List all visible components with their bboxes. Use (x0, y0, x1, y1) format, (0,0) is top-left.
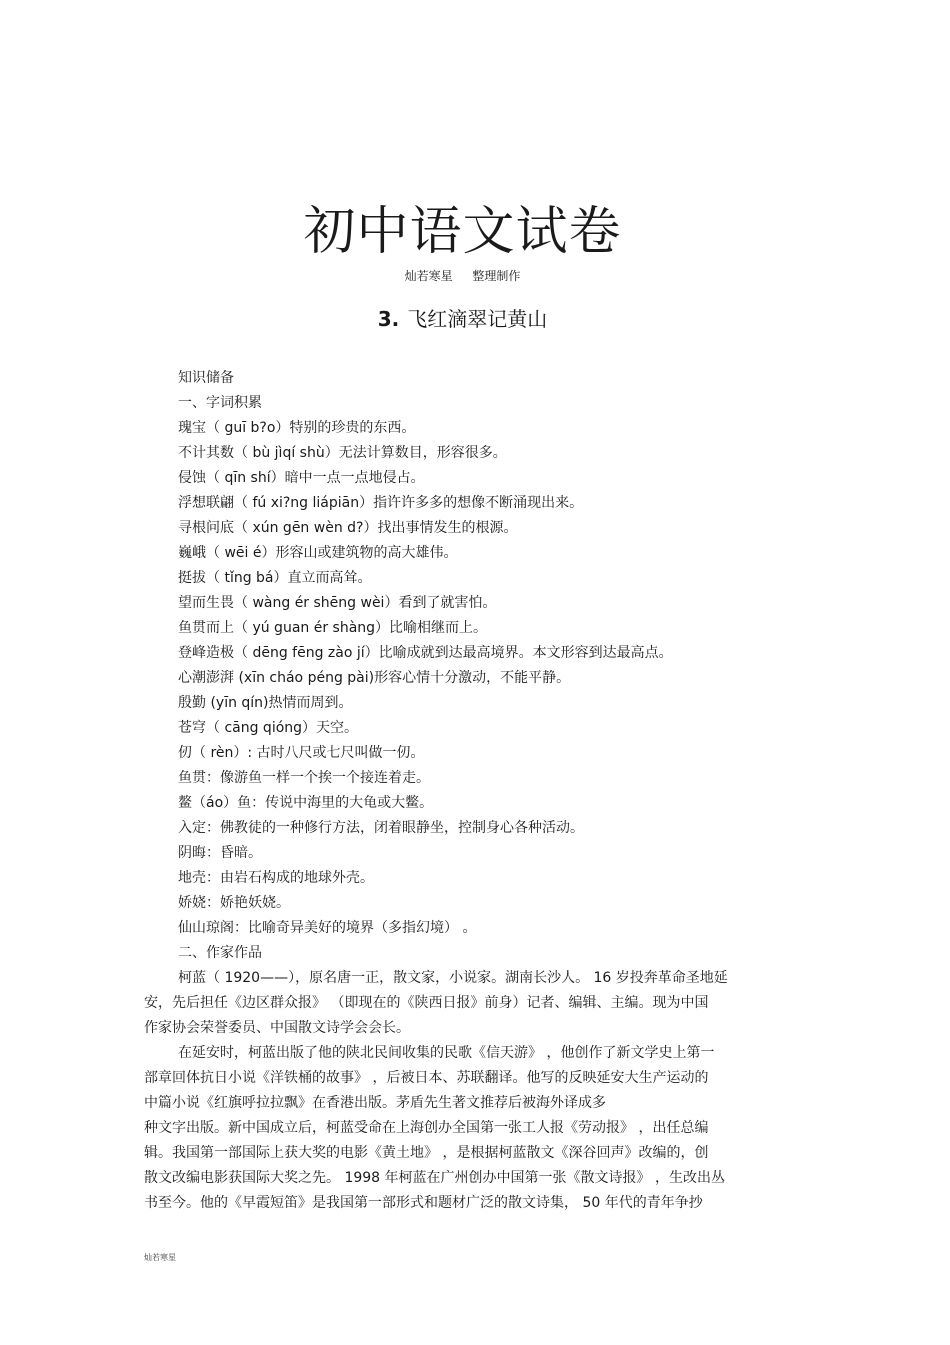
vocab-entry: 浮想联翩（ fú xi?ng liápiān）指许许多多的想像不断涌现出来。 (178, 495, 584, 511)
vocab-entry: 寻根问底（ xún gēn wèn d?）找出事情发生的根源。 (178, 520, 518, 536)
lesson-number: 3. (377, 307, 400, 331)
vocab-entry: 鳌（áo）鱼：传说中海里的大龟或大鳖。 (178, 795, 434, 811)
vocab-entry: 殷勤 (yīn qín)热情而周到。 (178, 695, 353, 711)
author-paragraph-2 (144, 1041, 804, 1216)
document-title: 初中语文试卷 (303, 202, 622, 262)
vocab-entry: 侵蚀（ qīn shí）暗中一点一点地侵占。 (178, 470, 425, 486)
paragraph-line: 书至今。他的《早霞短笛》是我国第一部形式和题材广泛的散文诗集， 50 年代的青年争抄 (144, 1195, 703, 1211)
paragraph-line: 柯蓝（ 1920——），原名唐一正，散文家，小说家。湖南长沙人。 16 岁投奔革命圣地延 (178, 970, 728, 986)
paragraph-line: 安，先后担任《边区群众报》 （即现在的《陕西日报》前身）记者、编辑、主编。现为中国 (144, 995, 709, 1011)
paragraph-line: 种文字出版。新中国成立后，柯蓝受命在上海创办全国第一张工人报《劳动报》 ，出任总编 (144, 1120, 709, 1136)
vocab-entry: 仞（ rèn）: 古时八尺或七尺叫做一仞。 (178, 745, 425, 761)
section-heading: 一、字词积累 (178, 395, 262, 411)
paragraph-line: 辑。我国第一部国际上获大奖的电影《黄土地》 ，是根据柯蓝散文《深谷回声》改编的，创 (144, 1145, 709, 1161)
paragraph-line: 作家协会荣誉委员、中国散文诗学会会长。 (144, 1020, 410, 1036)
lesson-title: 飞红滴翠记黄山 (407, 307, 548, 331)
vocab-entry: 不计其数（ bù jìqí shù）无法计算数目，形容很多。 (178, 445, 507, 461)
vocab-entry: 巍峨（ wēi é）形容山或建筑物的高大雄伟。 (178, 545, 458, 561)
vocab-entry: 鱼贯：像游鱼一样一个挨一个接连着走。 (178, 770, 430, 786)
vocab-entry: 苍穹（ cāng qióng）天空。 (178, 720, 359, 736)
vocab-entry: 娇娆：娇艳妖娆。 (178, 895, 290, 911)
vocab-entry: 仙山琼阁：比喻奇异美好的境界（多指幻境） 。 (178, 920, 477, 936)
vocab-entry: 地壳：由岩石构成的地球外壳。 (178, 870, 374, 886)
vocab-entry: 心潮澎湃 (xīn cháo péng pài)形容心情十分激动，不能平静。 (178, 670, 571, 686)
vocabulary-section (178, 366, 818, 966)
paragraph-line: 部章回体抗日小说《洋铁桶的故事》 ，后被日本、苏联翻译。他写的反映延安大生产运动的 (144, 1070, 709, 1086)
vocab-entry: 入定：佛教徒的一种修行方法，闭着眼静坐，控制身心各种活动。 (178, 820, 584, 836)
page-footer: 灿若寒星 (144, 1253, 176, 1262)
vocab-entry: 阴晦：昏暗。 (178, 845, 262, 861)
vocab-entry: 鱼贯而上（ yú guan ér shàng）比喻相继而上。 (178, 620, 488, 636)
paragraph-line: 在延安时，柯蓝出版了他的陕北民间收集的民歌《信天游》 ，他创作了新文学史上第一 (178, 1045, 715, 1061)
vocab-entry: 望而生畏（ wàng ér shēng wèi）看到了就害怕。 (178, 595, 497, 611)
section-heading: 二、作家作品 (178, 945, 262, 961)
paragraph-line: 中篇小说《红旗呼拉拉飘》在香港出版。茅盾先生著文推荐后被海外译成多 (144, 1095, 606, 1111)
document-subtitle: 灿若寒星 整理制作 (404, 269, 521, 283)
section-heading: 知识储备 (178, 370, 234, 386)
vocab-entry: 登峰造极（ dēng fēng zào jí）比喻成就到达最高境界。本文形容到达最高点。 (178, 645, 673, 661)
lesson-heading (0, 305, 925, 333)
vocab-entry: 挺拔（ tǐng bá）直立而高耸。 (178, 570, 372, 586)
vocab-entry: 瑰宝（ guī b?o）特别的珍贵的东西。 (178, 420, 416, 436)
author-paragraph-1 (144, 966, 804, 1041)
paragraph-line: 散文改编电影获国际大奖之先。 1998 年柯蓝在广州创办中国第一张《散文诗报》 ，生改出丛 (144, 1170, 725, 1186)
